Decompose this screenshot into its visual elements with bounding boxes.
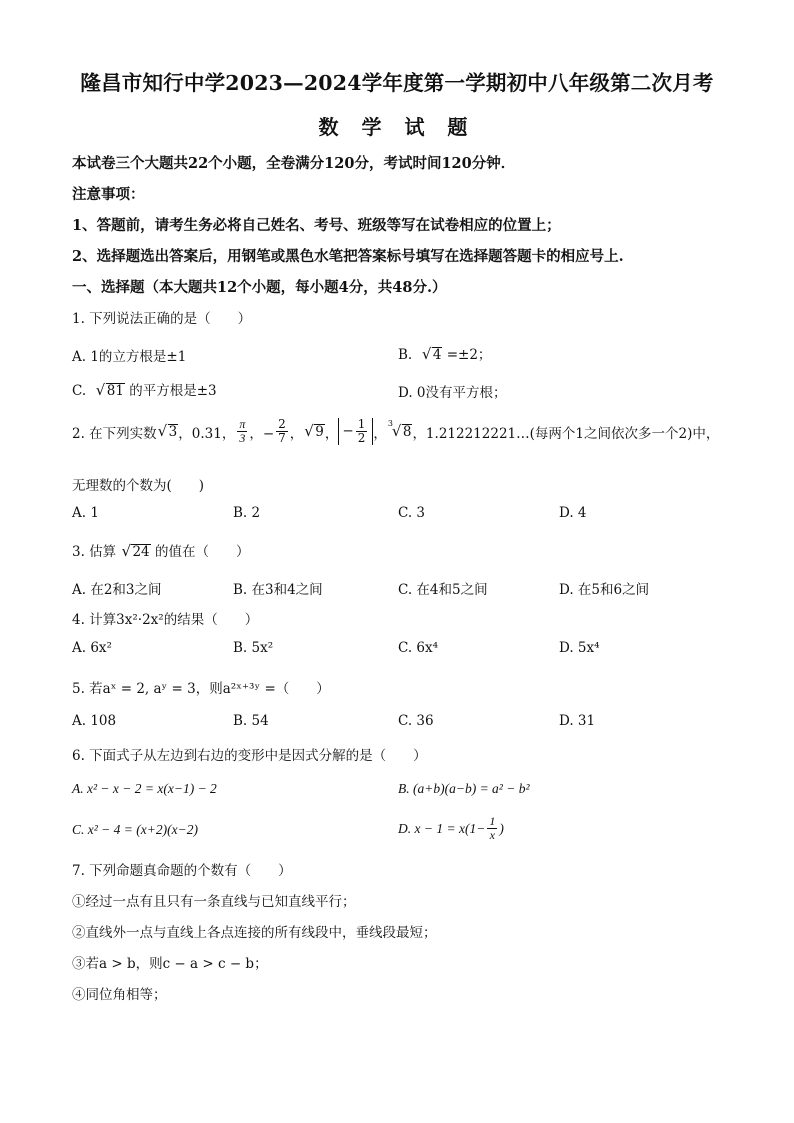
question-1-option-c: C. √ 81 的平方根是±3 bbox=[72, 379, 217, 399]
question-1-stem: 1. 下列说法正确的是（ ） bbox=[72, 311, 252, 327]
question-2-line-2: 无理数的个数为( ) bbox=[72, 478, 205, 494]
question-2-option-b: B. 2 bbox=[233, 505, 261, 521]
question-7-statement-1: ①经过一点有且只有一条直线与已知直线平行； bbox=[72, 894, 356, 910]
question-3-stem: 3. 估算 √ 24 的值在（ ） bbox=[72, 540, 249, 560]
question-7-statement-3: ③若a > b，则c − a > c − b； bbox=[72, 956, 268, 972]
question-1-option-a: A. 1的立方根是±1 bbox=[72, 349, 187, 365]
question-2-option-a: A. 1 bbox=[72, 505, 99, 521]
question-3-option-b: B. 在3和4之间 bbox=[233, 582, 323, 598]
sqrt-4: √ 4 bbox=[423, 347, 443, 363]
sqrt-3: √ 3 bbox=[159, 424, 179, 440]
question-6-stem: 6. 下面式子从左边到右边的变形中是因式分解的是（ ） bbox=[72, 748, 427, 764]
notes-heading: 注意事项： bbox=[72, 186, 145, 203]
question-6-option-d: D. x − 1 = x(1− $\frac{1}{x}$ ) bbox=[398, 814, 504, 842]
question-5-option-a: A. 108 bbox=[72, 713, 117, 729]
cube-root-8: 3 √ 8 bbox=[391, 424, 413, 440]
question-2-option-c: C. 3 bbox=[398, 505, 426, 521]
fraction-1-over-x: $\frac{1}{x}$ bbox=[489, 814, 496, 842]
note-item-1: 1、答题前，请考生务必将自己姓名、考号、班级等写在试卷相应的位置上； bbox=[72, 217, 561, 234]
question-4-option-b: B. 5x² bbox=[233, 640, 274, 656]
sqrt-9: √ 9 bbox=[305, 424, 325, 440]
exam-title: 隆昌市知行中学2023—2024学年度第一学期初中八年级第二次月考 bbox=[80, 71, 714, 95]
sqrt-81: √ 81 bbox=[97, 383, 125, 399]
question-5-stem: 5. 若aˣ = 2, aʸ = 3，则a²ˣ⁺³ʸ =（ ） bbox=[72, 681, 330, 697]
question-7-statement-4: ④同位角相等； bbox=[72, 987, 167, 1003]
question-2-stem: 2. 在下列实数 √ 3 ，0.31， $\frac{\pi}{3}$ ，− $\frac{2}{7}$ ， √ 9 ， − $\frac{1}{2}$ ， 3 √ 8 ，1.212212221…(每两个1之间依次多一个2)中， bbox=[72, 418, 719, 445]
question-4-option-d: D. 5x⁴ bbox=[559, 640, 600, 656]
question-3-option-d: D. 在5和6之间 bbox=[559, 582, 650, 598]
question-3-option-a: A. 在2和3之间 bbox=[72, 582, 162, 598]
question-6-option-c: C. x² − 4 = (x+2)(x−2) bbox=[72, 822, 198, 837]
sqrt-24: √ 24 bbox=[122, 544, 150, 560]
question-5-option-d: D. 31 bbox=[559, 713, 596, 729]
question-1-option-d: D. 0没有平方根； bbox=[398, 385, 507, 401]
question-4-option-a: A. 6x² bbox=[72, 640, 112, 656]
question-2-option-d: D. 4 bbox=[559, 505, 587, 521]
question-4-stem: 4. 计算3x²·2x²的结果（ ） bbox=[72, 612, 259, 628]
exam-subtitle: 数 学 试 题 bbox=[318, 115, 476, 139]
question-7-statement-2: ②直线外一点与直线上各点连接的所有线段中，垂线段最短； bbox=[72, 925, 437, 941]
section-1-heading: 一、选择题（本大题共12个小题，每小题4分，共48分.） bbox=[72, 279, 447, 296]
note-item-2: 2、选择题选出答案后，用钢笔或黑色水笔把答案标号填写在选择题答题卡的相应号上. bbox=[72, 248, 624, 265]
absolute-value: − $\frac{1}{2}$ bbox=[338, 418, 373, 445]
question-3-option-c: C. 在4和5之间 bbox=[398, 582, 488, 598]
question-5-option-c: C. 36 bbox=[398, 713, 434, 729]
question-4-option-c: C. 6x⁴ bbox=[398, 640, 439, 656]
question-5-option-b: B. 54 bbox=[233, 713, 269, 729]
question-1-option-b: B. √ 4 =±2； bbox=[398, 343, 491, 363]
fraction-pi-over-3: $\frac{\pi}{3}$ bbox=[239, 417, 246, 445]
fraction-2-over-7: $\frac{2}{7}$ bbox=[278, 417, 286, 445]
question-7-stem: 7. 下列命题真命题的个数有（ ） bbox=[72, 863, 292, 879]
question-6-option-a: A. x² − x − 2 = x(x−1) − 2 bbox=[72, 781, 217, 796]
question-6-option-b: B. (a+b)(a−b) = a² − b² bbox=[398, 781, 530, 796]
intro-text: 本试卷三个大题共22个小题，全卷满分120分，考试时间120分钟． bbox=[72, 155, 516, 172]
